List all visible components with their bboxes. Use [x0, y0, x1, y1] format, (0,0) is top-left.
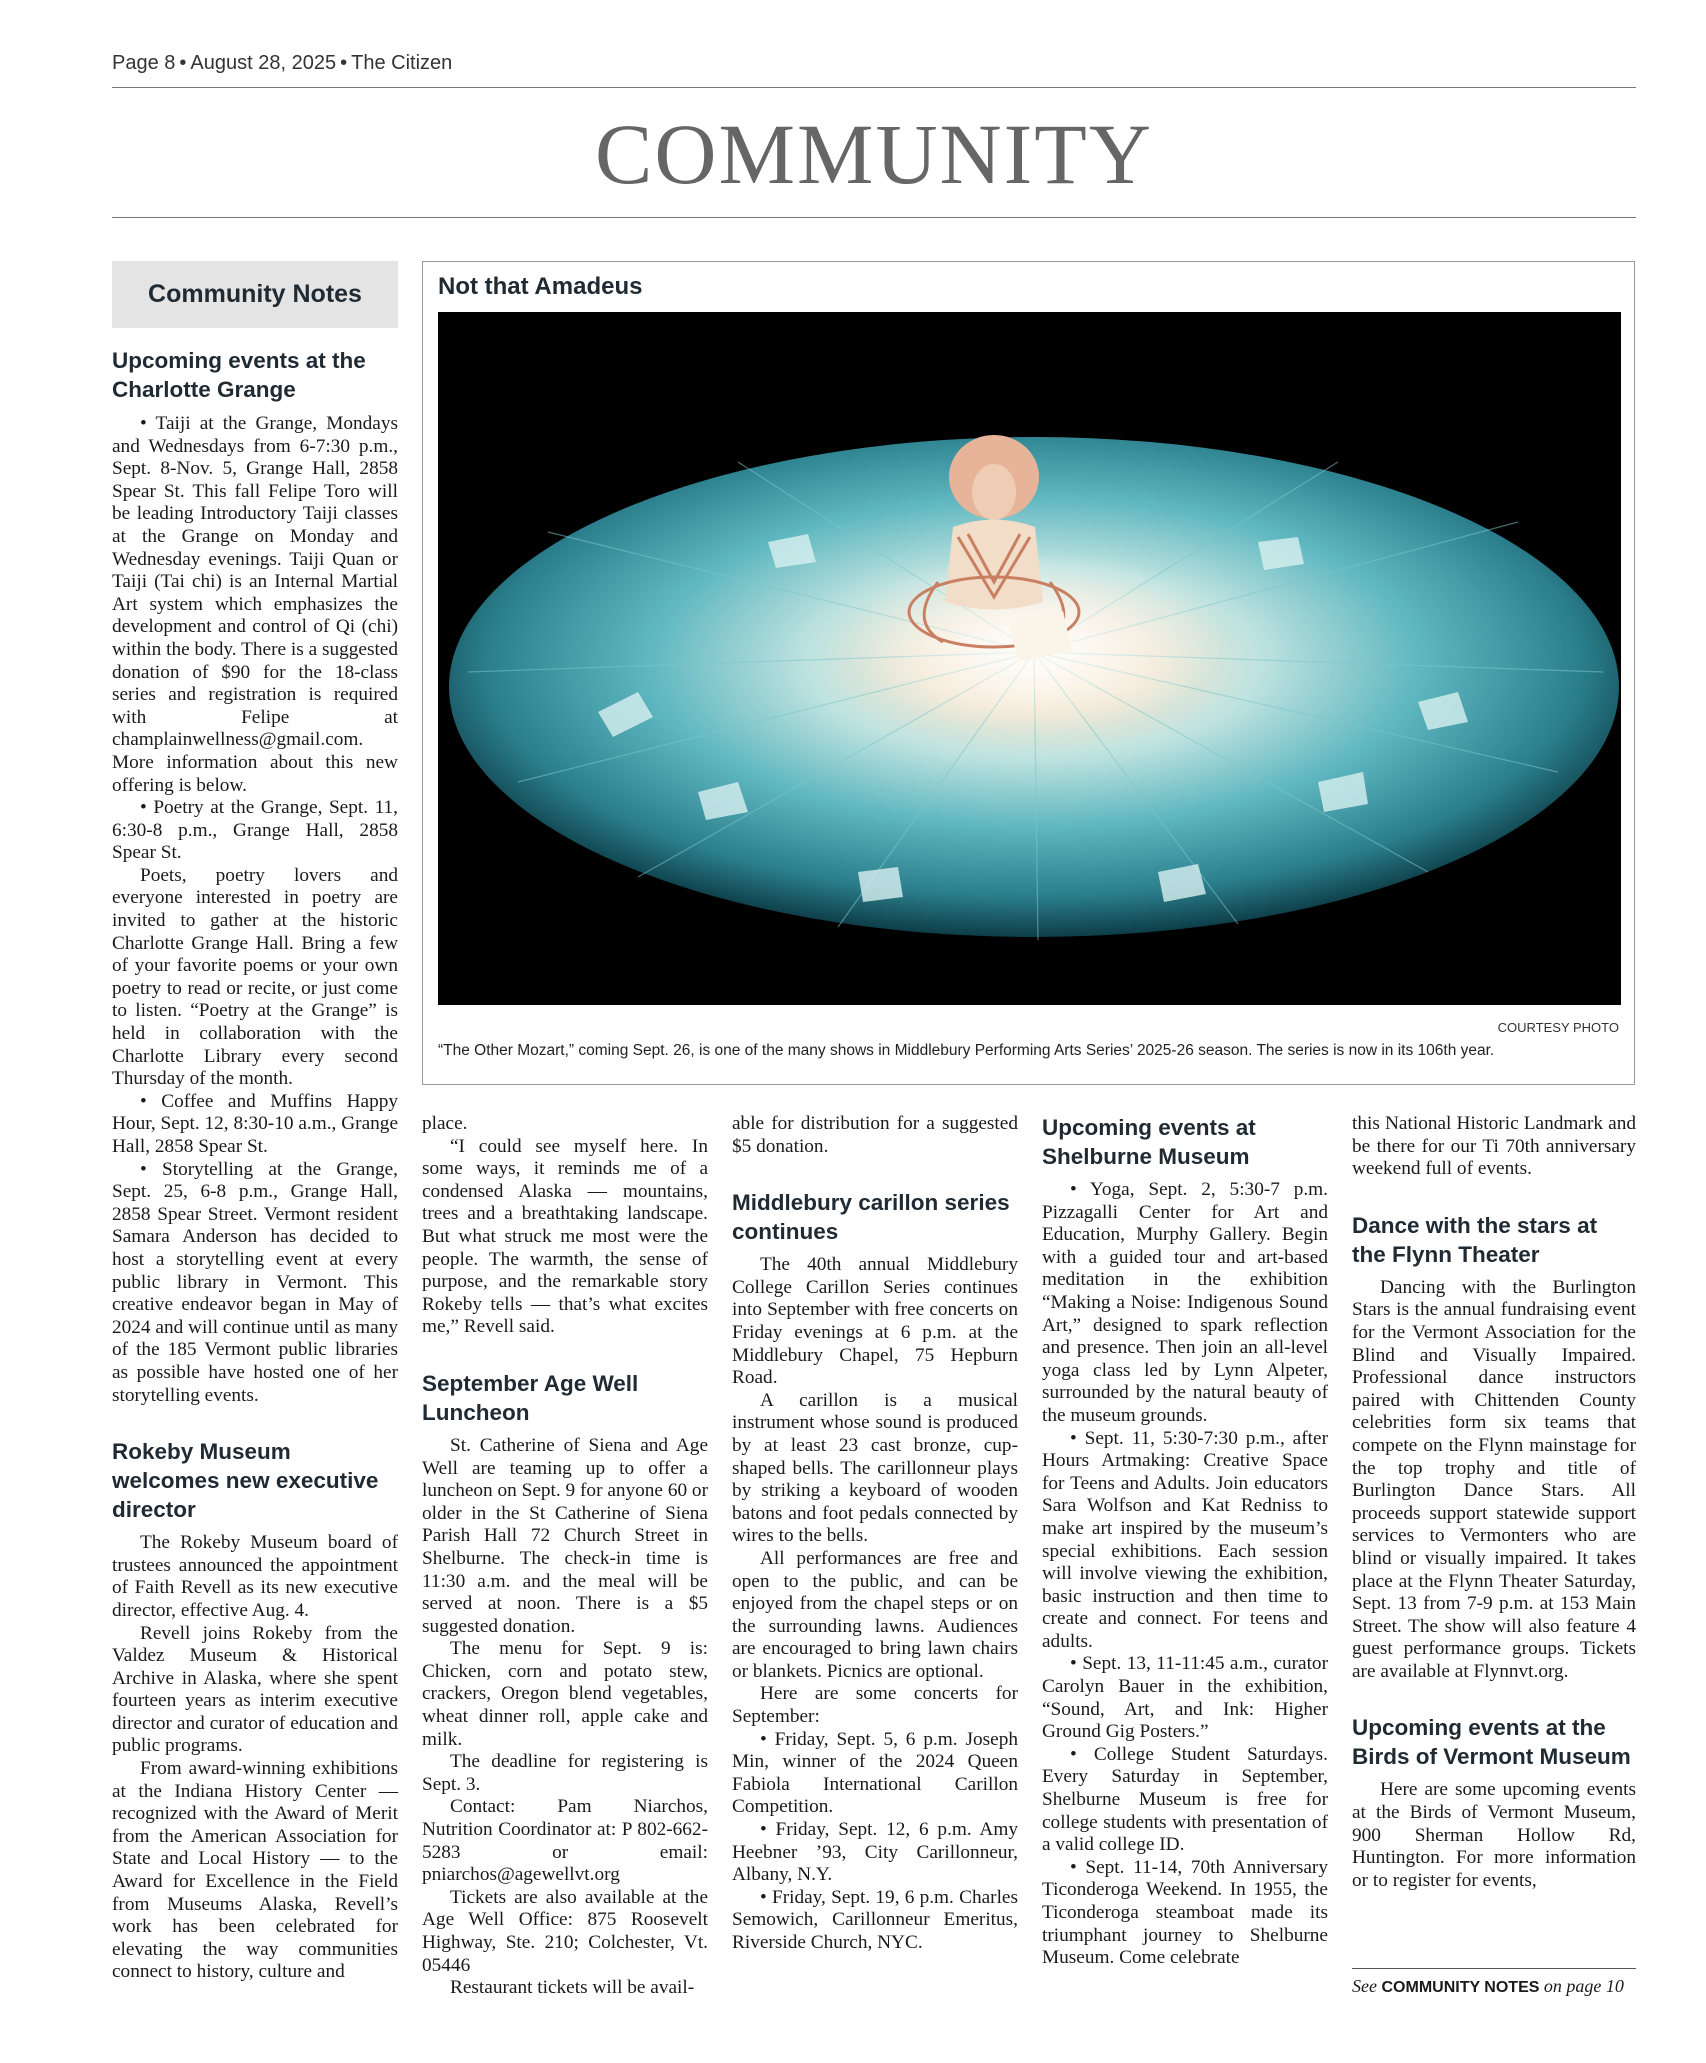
paragraph: St. Catherine of Siena and Age Well are teaming up to offer a luncheon on Sept. 9 for anyone 60 or older in the St Catherine of Siena Parish Hall 72 Church Street in Shelburne. The check-in time is 11:30 a.m. and the meal will be served at noon. There is a $5 suggested donation.	[422, 1434, 708, 1637]
column-1	[112, 413, 398, 1984]
continued-jump-line	[1352, 1968, 1636, 1997]
paragraph: place.	[422, 1113, 468, 1134]
section-title: COMMUNITY	[595, 106, 1153, 202]
paragraph: The Rokeby Museum board of trustees announced the appointment of Faith Revell as its new executive director, effective Aug. 4.	[112, 1532, 398, 1621]
article-headline: September Age Well Luncheon	[422, 1370, 639, 1425]
issue-date: August 28, 2025	[190, 52, 337, 74]
charlotte-grange-headline-wrap	[112, 346, 398, 412]
community-notes-label: Community Notes	[112, 261, 398, 328]
paragraph: Here are some upcoming events at the Birds of Vermont Museum, 900 Sherman Hollow Rd, Huntington. For more information or to register for events,	[1352, 1779, 1636, 1891]
article-headline: Middlebury carillon series continues	[732, 1190, 1010, 1245]
paragraph: • Yoga, Sept. 2, 5:30-7 p.m. Pizzagalli Center for Art and Education, Murphy Gallery. Begin with a guided tour and art-based meditation in the exhibition “Making a Noise: Indigenous Sound Art,” designed to spark reflection and presence. Then join an all-level yoga class led by Lynn Alpeter, surrounded by the natural beauty of the museum grounds.	[1042, 1179, 1328, 1426]
paragraph: • Friday, Sept. 5, 6 p.m. Joseph Min, winner of the 2024 Queen Fabiola International Carillon Competition.	[732, 1728, 1018, 1818]
paragraph: “I could see myself here. In some ways, it reminds me of a condensed Alaska — mountains, trees and a breathtaking landscape. But what struck me most were the people. The warmth, the sense of purpose, and the remarkable story Rokeby tells — that’s what excites me,” Revell said.	[422, 1135, 708, 1338]
paragraph: Revell joins Rokeby from the Valdez Museum & Historical Archive in Alaska, where she spent fourteen years as interim executive director and curator of education and public programs.	[112, 1622, 398, 1757]
article-headline: Upcoming events at Shelburne Museum	[1042, 1115, 1256, 1169]
paragraph: All performances are free and open to the public, and can be enjoyed from the chapel steps or on the surrounding lawns. Audiences are encouraged to bring lawn chairs or blankets. Picnics are optional.	[732, 1547, 1018, 1682]
paragraph: • Sept. 11, 5:30-7:30 p.m., after Hours Artmaking: Creative Space for Teens and Adults. Join educators Sara Wolfson and Kat Redniss to make art inspired by the museum’s special exhibitions. Each session will involve viewing the exhibition, basic instruction and then time to create and connect. For teens and adults.	[1042, 1427, 1328, 1652]
paragraph: The 40th annual Middlebury College Carillon Series continues into September with free concerts on Friday evenings at 6 p.m. at the Middlebury Chapel, 75 Hepburn Road.	[732, 1254, 1018, 1389]
article-headline: Upcoming events at the Birds of Vermont Museum	[1352, 1715, 1631, 1770]
paragraph: The menu for Sept. 9 is: Chicken, corn and potato stew, crackers, Oregon blend vegetables, wheat dinner roll, apple cake and milk.	[422, 1638, 708, 1750]
paragraph: • College Student Saturdays. Every Saturday in September, Shelburne Museum is free for college students with presentation of a valid college ID.	[1042, 1743, 1328, 1856]
paragraph: this National Historic Landmark and be there for our Ti 70th anniversary weekend full of events.	[1352, 1113, 1636, 1180]
article-headline: Rokeby Museum welcomes new executive director	[112, 1439, 379, 1523]
paragraph: • Poetry at the Grange, Sept. 11, 6:30-8 p.m., Grange Hall, 2858 Spear St.	[112, 797, 398, 864]
paragraph: Dancing with the Burlington Stars is the annual fundraising event for the Vermont Association for the Blind and Visually Impaired. Professional dance instructors paired with Chittenden County celebrities form six teams that compete on the Flynn mainstage for the top trophy and title of Burlington Dance Stars. All proceeds support statewide support services to Vermonters who are blind or visually impaired. It takes place at the Flynn Theater Saturday, Sept. 13 from 7-9 p.m. at 153 Main Street. The show will also feature 4 guest performance groups. Tickets are available at Flynnvt.org.	[1352, 1276, 1636, 1682]
paragraph: From award-winning exhibitions at the Indiana History Center — recognized with the Award of Merit from the American Association for State and Local History — to the Award for Excellence in the Field from Museums Alaska, Revell’s work has been celebrated for elevating the way communities connect to history, culture and	[112, 1758, 398, 1983]
column-3	[732, 1113, 1018, 1955]
page-number: Page 8	[112, 52, 176, 74]
photo-headline: Not that Amadeus	[438, 273, 643, 300]
paragraph: Poets, poetry lovers and everyone interested in poetry are invited to gather at the historic Charlotte Grange Hall. Bring a few of your favorite poems or your own poetry to read or recite, or just come to listen. “Poetry at the Grange” is held in collaboration with the Charlotte Library every second Thursday of the month.	[112, 864, 398, 1090]
page-folio: Page 8 • August 28, 2025 • The Citizen	[112, 52, 453, 74]
paragraph: • Friday, Sept. 19, 6 p.m. Charles Semowich, Carillonneur Emeritus, Riverside Church, NYC.	[732, 1886, 1018, 1953]
performance-photo	[438, 312, 1621, 1005]
paragraph: Contact: Pam Niarchos, Nutrition Coordinator at: P 802-662-5283 or email: pniarchos@agewellvt.org	[422, 1796, 708, 1886]
jump-see: See	[1352, 1976, 1377, 1996]
paragraph: Tickets are also available at the Age Well Office: 875 Roosevelt Highway, Ste. 210; Colchester, Vt. 05446	[422, 1886, 708, 1976]
paragraph: A carillon is a musical instrument whose sound is produced by at least 23 cast bronze, cup-shaped bells. The carillonneur plays by striking a keyboard of wooden batons and foot pedals connected by wires to the bells.	[732, 1389, 1018, 1547]
paragraph: • Taiji at the Grange, Mondays and Wednesdays from 6-7:30 p.m., Sept. 8-Nov. 5, Grange Hall, 2858 Spear St. This fall Felipe Toro will be leading Introductory Taiji classes at the Grange on Monday and Wednesday evenings. Taiji Quan or Taiji (Tai chi) is an Internal Martial Art system which emphasizes the development and control of Qi (chi) within the body. There is a suggested donation of $90 for the 18-class series and registration is required with Felipe at champlainwellness@gmail.com. More information about this new offering is below.	[112, 413, 398, 796]
paragraph: • Friday, Sept. 12, 6 p.m. Amy Heebner ’93, City Carillonneur, Albany, N.Y.	[732, 1819, 1018, 1886]
photo-feature	[422, 261, 1635, 1085]
column-4	[1042, 1113, 1328, 1970]
column-5	[1352, 1113, 1636, 1892]
photo-credit: COURTESY PHOTO	[1497, 1020, 1619, 1035]
paragraph: • Sept. 11-14, 70th Anniversary Ticonderoga Weekend. In 1955, the Ticonderoga steamboat made its triumphant journey to Shelburne Museum. Come celebrate	[1042, 1856, 1328, 1969]
top-rule	[112, 87, 1636, 88]
article-headline: Upcoming events at the Charlotte Grange	[112, 348, 366, 402]
newspaper-name: The Citizen	[351, 52, 453, 74]
article-headline: Dance with the stars at the Flynn Theater	[1352, 1212, 1598, 1267]
paragraph: • Storytelling at the Grange, Sept. 25, 6-8 p.m., Grange Hall, 2858 Spear Street. Vermont resident Samara Anderson has decided to host a storytelling event at every public library in Vermont. This creative endeavor began in May of 2024 and will continue until as many of the 185 Vermont public libraries as possible have hosted one of her storytelling events.	[112, 1158, 398, 1406]
performer-on-paper-dress-illustration	[438, 312, 1621, 1005]
paragraph: able for distribution for a suggested $5 donation.	[732, 1113, 1018, 1157]
paragraph: Restaurant tickets will be avail-	[450, 1977, 695, 1999]
paragraph: The deadline for registering is Sept. 3.	[422, 1751, 708, 1795]
jump-target: COMMUNITY NOTES	[1381, 1979, 1540, 1996]
jump-page: on page 10	[1543, 1976, 1624, 1996]
paragraph: Here are some concerts for September:	[732, 1683, 1018, 1728]
paragraph: • Coffee and Muffins Happy Hour, Sept. 12, 8:30-10 a.m., Grange Hall, 2858 Spear St.	[112, 1090, 398, 1157]
section-rule	[112, 217, 1636, 218]
column-2	[422, 1113, 708, 2000]
photo-caption: “The Other Mozart,” coming Sept. 26, is one of the many shows in Middlebury Performing Arts Series’ 2025-26 season. The series is now in its 106th year.	[438, 1042, 1495, 1059]
paragraph: • Sept. 13, 11-11:45 a.m., curator Carolyn Bauer in the exhibition, “Sound, Art, and Ink: Higher Ground Gig Posters.”	[1042, 1653, 1328, 1743]
